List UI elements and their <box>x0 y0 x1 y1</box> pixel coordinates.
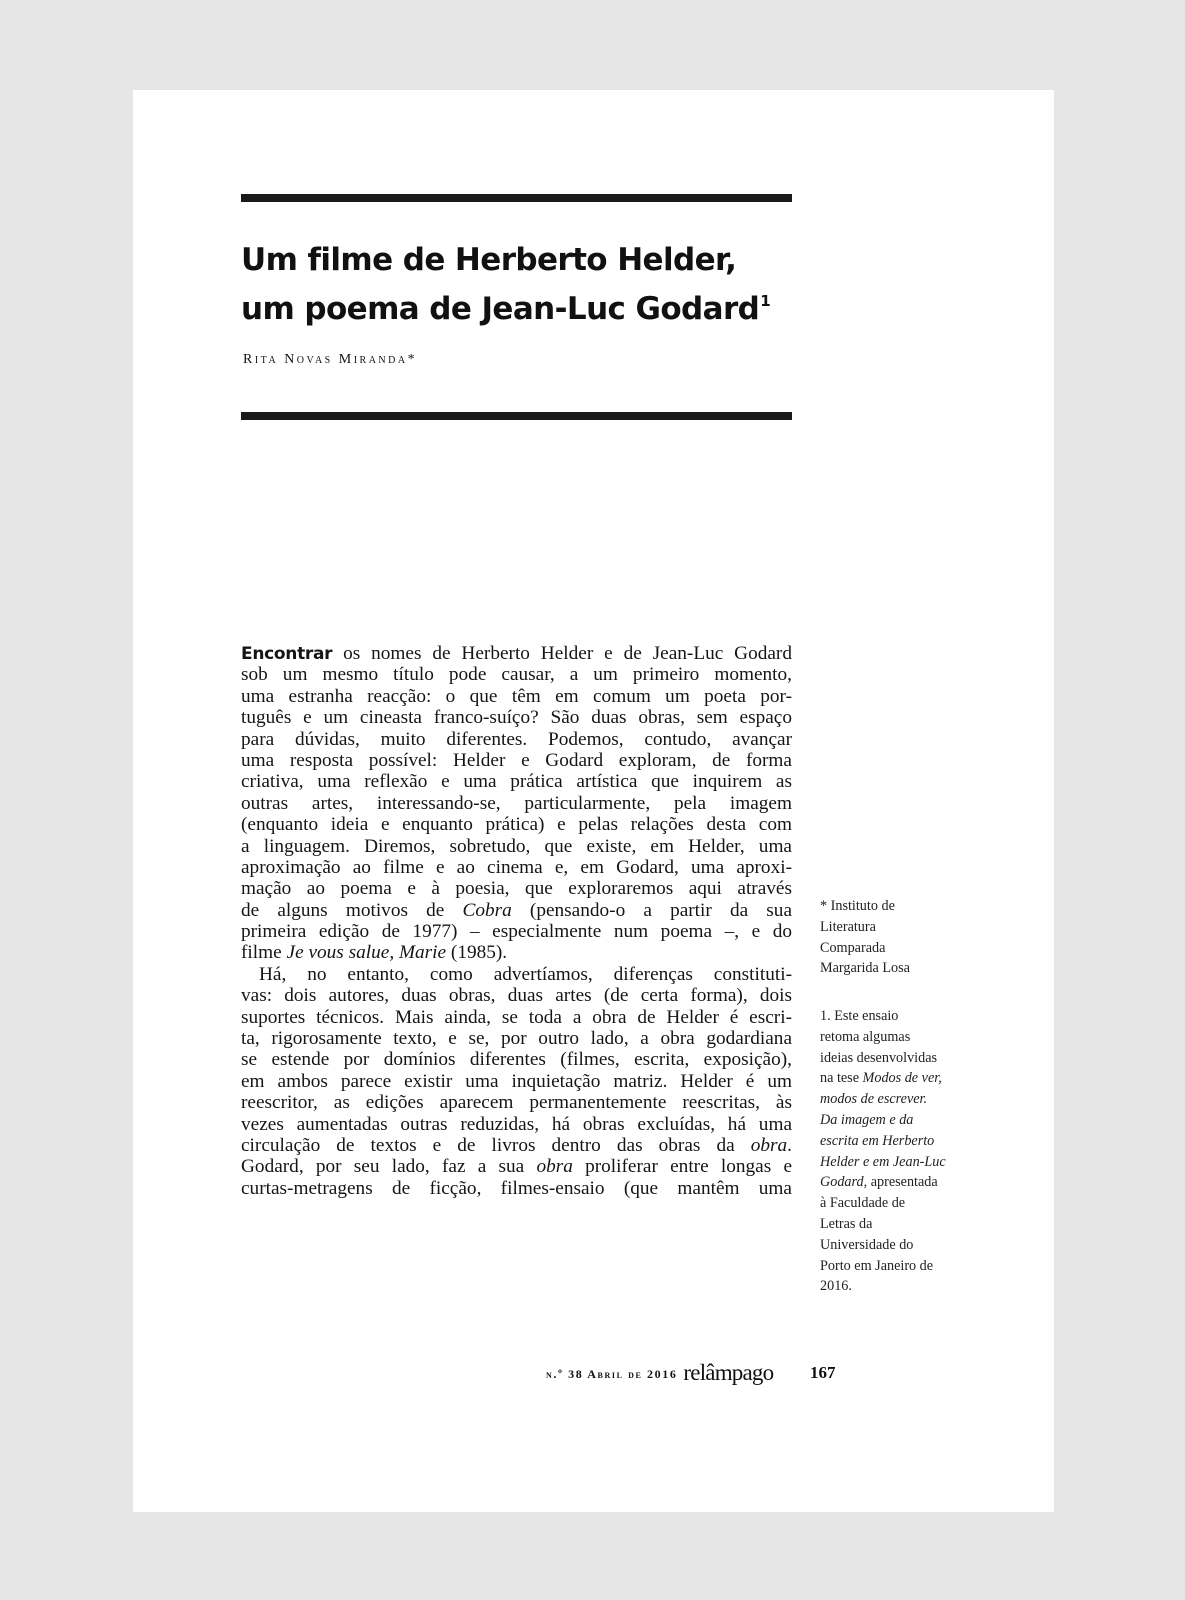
note-line: ideias desenvolvidas <box>820 1049 938 1066</box>
emphasis-obra: obra <box>750 1134 788 1156</box>
title-footnote-mark: 1 <box>760 292 771 310</box>
emphasis-obra: obra <box>536 1156 573 1178</box>
body-line: filme Je vous salue, Marie (1985). <box>241 942 508 964</box>
article-body <box>241 643 792 1199</box>
title-line-2-text: um poema de Jean-Luc Godard <box>241 291 760 327</box>
body-line: em ambos parece existir uma inquietação matriz. Helder é um <box>241 1070 792 1092</box>
work-title-film: Je vous salue, Marie <box>286 942 447 964</box>
body-line: uma estranha reacção: o que têm em comum um poeta por- <box>241 685 792 707</box>
body-line: vas: dois autores, duas obras, duas artes (de certa forma), dois <box>241 985 792 1007</box>
note-line: na tese Modos de ver, <box>820 1070 942 1087</box>
body-line: ta, rigorosamente texto, e se, por outro lado, a obra godardiana <box>241 1028 792 1050</box>
body-line: criativa, uma reflexão e uma prática artística que inquirem as <box>241 771 792 793</box>
body-line: primeira edição de 1977) – especialmente num poema –, e do <box>241 921 792 943</box>
header-rule-top <box>241 194 792 202</box>
note-line: à Faculdade de <box>820 1195 906 1212</box>
note-line: Helder e em Jean-Luc <box>820 1153 946 1170</box>
body-line: (enquanto ideia e enquanto prática) e pelas relações desta com <box>241 814 792 836</box>
note-line: Literatura <box>820 918 876 935</box>
magazine-name: relâmpago <box>683 1360 774 1385</box>
body-line: aproximação ao filme e ao cinema e, em Godard, uma aproxi- <box>241 856 792 878</box>
body-line: Encontrar os nomes de Herberto Helder e de Jean-Luc Godard <box>241 643 792 664</box>
body-line: se estende por domínios diferentes (filmes, escrita, exposição), <box>241 1049 792 1071</box>
note-line: Porto em Janeiro de <box>820 1257 934 1274</box>
author-name: Rita Novas Miranda* <box>243 352 418 367</box>
body-line: tuguês e um cineasta franco-suíço? São duas obras, sem espaço <box>241 707 792 729</box>
body-line: suportes técnicos. Mais ainda, se toda a obra de Helder é escri- <box>241 1006 792 1028</box>
page-footer <box>546 1360 836 1386</box>
body-line: de alguns motivos de Cobra (pensando-o a partir da sua <box>241 899 792 921</box>
note-line: escrita em Herberto <box>820 1132 935 1149</box>
body-line: outras artes, interessando-se, particularmente, pela imagem <box>241 792 792 814</box>
affiliation-note <box>820 896 990 979</box>
note-line: Margarida Losa <box>820 960 910 977</box>
body-line: reescritor, as edições aparecem permanentemente reescritas, às <box>241 1092 792 1114</box>
note-line: modos de escrever. <box>820 1091 928 1108</box>
work-title-cobra: Cobra <box>462 899 512 921</box>
header-rule-bottom <box>241 412 792 420</box>
page-number: 167 <box>810 1363 836 1382</box>
title-line-2 <box>241 281 841 330</box>
body-line: Godard, por seu lado, faz a sua obra proliferar entre longas e <box>241 1156 792 1178</box>
body-line: curtas-metragens de ficção, filmes-ensaio (que mantêm uma <box>241 1177 792 1199</box>
footnote-1 <box>820 1006 990 1297</box>
body-line: a linguagem. Diremos, sobretudo, que existe, em Helder, uma <box>241 835 792 857</box>
note-line: * Instituto de <box>820 898 895 914</box>
issue-info: n.º 38 Abril de 2016 <box>546 1367 678 1381</box>
note-line: Godard, apresentada <box>820 1174 938 1191</box>
note-line: Comparada <box>820 939 886 956</box>
article-title <box>241 240 841 330</box>
body-line: circulação de textos e de livros dentro das obras da obra. <box>241 1134 792 1156</box>
note-line: Da imagem e da <box>820 1111 914 1128</box>
body-line: mação ao poema e à poesia, que exploraremos aqui através <box>241 878 792 900</box>
body-line: para dúvidas, muito diferentes. Podemos, contudo, avançar <box>241 728 792 750</box>
note-line: 1. Este ensaio <box>820 1008 899 1024</box>
note-line: retoma algumas <box>820 1028 911 1045</box>
body-line: uma resposta possível: Helder e Godard exploram, de forma <box>241 749 792 771</box>
note-line: Universidade do <box>820 1236 914 1253</box>
journal-page <box>133 90 1054 1512</box>
body-line: Há, no entanto, como advertíamos, diferenças constituti- <box>259 963 792 985</box>
lead-word: Encontrar <box>241 644 333 664</box>
note-line: 2016. <box>820 1278 852 1295</box>
note-line: Letras da <box>820 1215 873 1232</box>
title-line-1: Um filme de Herberto Helder, <box>241 242 737 278</box>
body-line: sob um mesmo título pode causar, a um primeiro momento, <box>241 664 792 686</box>
body-line: vezes aumentadas outras reduzidas, há obras excluídas, há uma <box>241 1113 792 1135</box>
